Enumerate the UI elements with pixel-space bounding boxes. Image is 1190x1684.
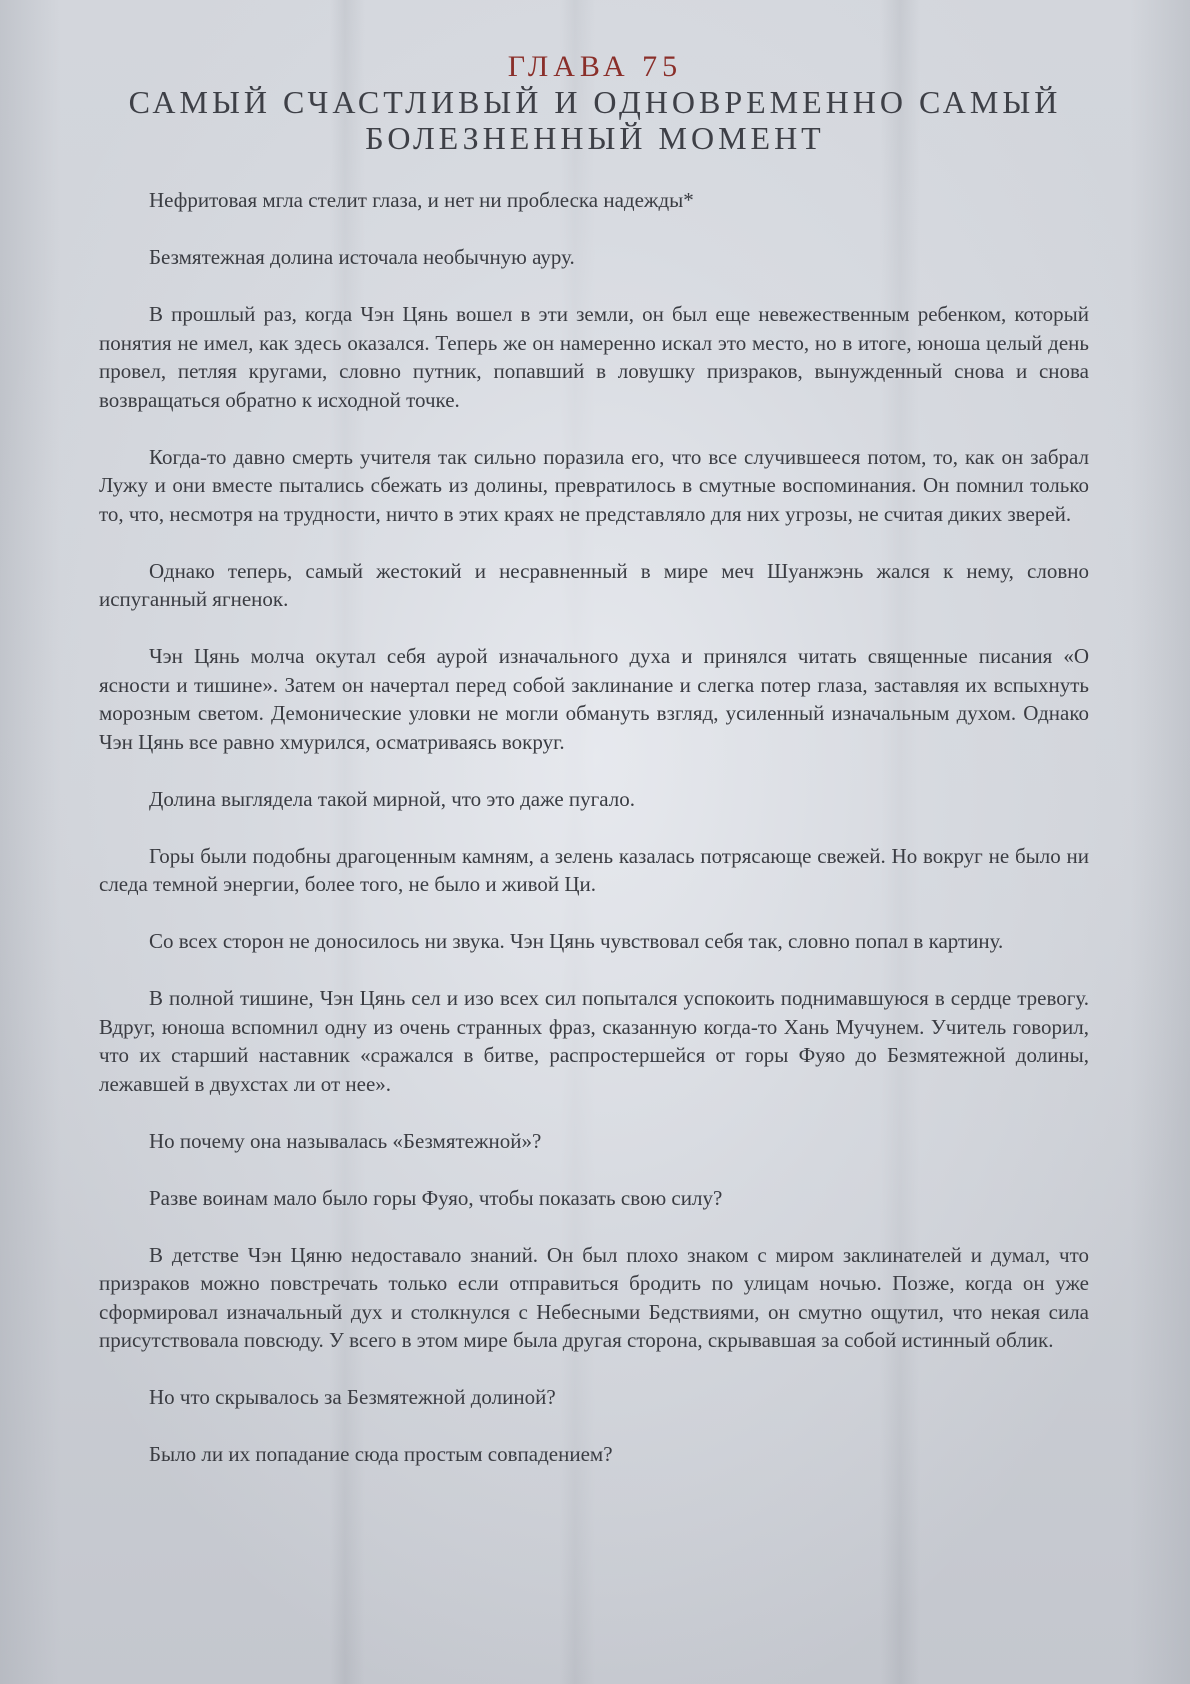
paragraph: Чэн Цянь молча окутал себя аурой изначального духа и принялся читать священные писания «О ясности и тишине». Затем он начертал перед собой заклинание и слегка потер глаза, заставляя их вспыхнуть морозным светом. Демонические уловки не могли обмануть взгляд, усиленный изначальным духом. Однако Чэн Цянь все равно хмурился, осматриваясь вокруг. (99, 644, 1089, 754)
chapter-body (99, 186, 1089, 1497)
paragraph: Безмятежная долина источала необычную ауру. (149, 245, 575, 269)
paragraph: В прошлый раз, когда Чэн Цянь вошел в эти земли, он был еще невежественным ребенком, который понятия не имел, как здесь оказался. Теперь же он намеренно искал это место, но в итоге, юноша целый день провел, петляя кругами, словно путник, попавший в ловушку призраков, вынужденный снова и снова возвращаться обратно к исходной точке. (99, 302, 1089, 412)
paragraph: Но почему она называлась «Безмятежной»? (149, 1128, 542, 1153)
paragraph: В детстве Чэн Цяню недоставало знаний. Он был плохо знаком с миром заклинателей и думал, что призраков можно повстречать только если отправиться бродить по улицам ночью. Позже, когда он уже сформировал изначальный дух и столкнулся с Небесными Бедствиями, он смутно ощутил, что некая сила присутствовала повсюду. У всего в этом мире была другая сторона, скрывавшая за собой истинный облик. (99, 1242, 1089, 1352)
chapter-label: ГЛАВА 75 (507, 50, 683, 83)
paragraph: Но что скрывалось за Безмятежной долиной? (149, 1385, 556, 1409)
paragraph: Со всех сторон не доносилось ни звука. Чэн Цянь чувствовал себя так, словно попал в картину. (149, 929, 1004, 953)
paragraph: Долина выглядела такой мирной, что это даже пугало. (149, 786, 635, 811)
paragraph: Нефритовая мгла стелит глаза, и нет ни проблеска надежды* (149, 188, 694, 212)
paragraph: Было ли их попадание сюда простым совпадением? (149, 1442, 613, 1466)
paragraph: В полной тишине, Чэн Цянь сел и изо всех сил попытался успокоить поднимавшуюся в сердце тревогу. Вдруг, юноша вспомнил одну из очень странных фраз, сказанную когда-то Хань Мучунем. Учитель говорил, что их старший наставник «сражался в битве, распростершейся от горы Фуяо до Безмятежной долины, лежавшей в двухстах ли от нее». (99, 986, 1089, 1096)
chapter-header (100, 50, 1090, 156)
paragraph: Когда-то давно смерть учителя так сильно поразила его, что все случившееся потом, то, как он забрал Лужу и они вместе пытались сбежать из долины, превратилось в смутные воспоминания. Он помнил только то, что, несмотря на трудности, ничто в этих краях не представляло для них угрозы, не считая диких зверей. (99, 444, 1089, 526)
paragraph: Горы были подобны драгоценным камням, а зелень казалась потрясающе свежей. Но вокруг не было ни следа темной энергии, более того, не было и живой Ци. (99, 843, 1089, 896)
paragraph: Разве воинам мало было горы Фуяо, чтобы показать свою силу? (149, 1185, 723, 1210)
paragraph: Однако теперь, самый жестокий и несравненный в мире меч Шуанжэнь жался к нему, словно испуганный ягненок. (99, 558, 1089, 611)
chapter-title: САМЫЙ СЧАСТЛИВЫЙ И ОДНОВРЕМЕННО САМЫЙ БОЛЕЗНЕННЫЙ МОМЕНТ (128, 84, 1062, 156)
